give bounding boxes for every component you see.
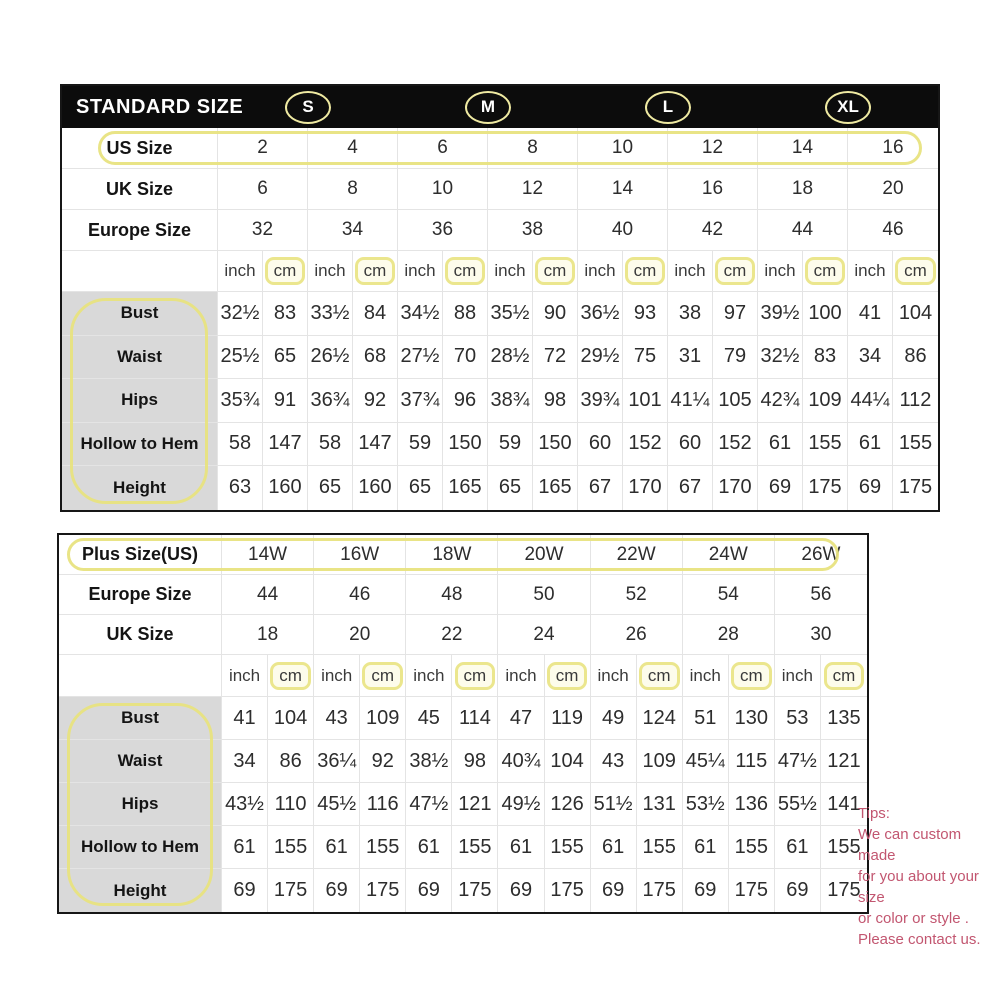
measure-value-cell: 45½	[314, 783, 360, 825]
measure-value-cell: 49½	[498, 783, 544, 825]
measure-value-cell: 114	[452, 697, 498, 739]
measure-value-cell: 65	[398, 466, 443, 510]
measure-value-cell: 69	[683, 869, 729, 912]
size-value-cell: 26	[591, 615, 683, 654]
size-value-cell: 14	[758, 128, 848, 168]
measure-value-cell: 32½	[758, 336, 803, 379]
cm-label-cell	[533, 251, 578, 291]
measure-value-cell: 165	[533, 466, 578, 510]
measure-value-cell: 43½	[222, 783, 268, 825]
measure-value-cell: 34½	[398, 292, 443, 335]
unit-header-row	[62, 251, 938, 292]
size-value-cell: 28	[683, 615, 775, 654]
cm-highlight-box: cm	[362, 662, 403, 690]
size-value-cell: 44	[222, 575, 314, 614]
measure-value-cell: 34	[848, 336, 893, 379]
measure-value-cell: 38½	[406, 740, 452, 782]
measure-value-cell: 68	[353, 336, 398, 379]
inch-label: inch	[683, 655, 729, 696]
measure-value-cell: 155	[360, 826, 406, 868]
measurements-section	[59, 697, 867, 912]
measure-value-cell: 150	[533, 423, 578, 466]
measure-value-cell: 69	[314, 869, 360, 912]
measure-value-cell: 65	[488, 466, 533, 510]
measure-value-cell: 47	[498, 697, 544, 739]
size-value-cell: 52	[591, 575, 683, 614]
measure-value-cell: 101	[623, 379, 668, 422]
cm-label-cell	[545, 655, 591, 696]
inch-label: inch	[498, 655, 544, 696]
plus-size-body	[59, 535, 867, 912]
inch-label: inch	[578, 251, 623, 291]
measure-value-cell: 98	[452, 740, 498, 782]
measure-value-cell: 43	[314, 697, 360, 739]
measure-value-cell: 175	[268, 869, 314, 912]
uk-size-row	[62, 169, 938, 210]
measure-value-cell: 42¾	[758, 379, 803, 422]
inch-label: inch	[222, 655, 268, 696]
uk-size-label: UK Size	[62, 169, 218, 209]
size-value-cell: 30	[810, 623, 832, 645]
measure-value-cell: 29½	[578, 336, 623, 379]
size-value-cell: 56	[810, 583, 832, 605]
cm-highlight-box: cm	[805, 257, 846, 285]
measure-value-cell: 92	[353, 379, 398, 422]
measure-value-cell: 39½	[758, 292, 803, 335]
measure-value-cell: 92	[360, 740, 406, 782]
measure-value-cell: 121	[452, 783, 498, 825]
measure-value-cell: 135	[827, 706, 861, 729]
cm-highlight-box: cm	[639, 662, 680, 690]
cm-label-cell	[263, 251, 308, 291]
measurements-section	[62, 292, 938, 510]
size-value-cell: 24W	[683, 535, 775, 574]
measure-value-cell: 61	[591, 826, 637, 868]
height-label: Height	[59, 869, 222, 912]
measure-value-cell: 36¾	[308, 379, 353, 422]
measure-value-cell: 130	[729, 697, 775, 739]
size-group-m	[398, 91, 578, 124]
measure-value-cell: 75	[623, 336, 668, 379]
size-value-cell: 48	[406, 575, 498, 614]
measure-value-cell: 90	[533, 292, 578, 335]
hips-row	[62, 379, 938, 423]
size-value-cell: 44	[758, 210, 848, 250]
measure-value-cell: 59	[398, 423, 443, 466]
europe-size-row	[62, 210, 938, 251]
size-value-cell: 2	[218, 128, 308, 168]
europe-size-row	[59, 575, 867, 615]
measure-value-cell: 104	[545, 740, 591, 782]
measure-value-cell: 41¼	[668, 379, 713, 422]
measure-value-cell: 115	[729, 740, 775, 782]
measure-value-cell: 43	[591, 740, 637, 782]
size-value-cell: 6	[218, 169, 308, 209]
cm-highlight-box: cm	[731, 662, 772, 690]
measure-value-cell: 61	[406, 826, 452, 868]
measure-value-cell: 61	[498, 826, 544, 868]
size-value-cell: 4	[308, 128, 398, 168]
waist-row	[59, 740, 867, 783]
cm-label-cell	[623, 251, 668, 291]
measure-value-cell: 70	[443, 336, 488, 379]
measure-value-cell: 45¼	[683, 740, 729, 782]
hips-row	[59, 783, 867, 826]
cm-highlight-box: cm	[895, 257, 936, 285]
cm-highlight-box: cm	[355, 257, 396, 285]
size-value-cell: 16	[668, 169, 758, 209]
inch-label: inch	[314, 655, 360, 696]
cm-highlight-box: cm	[715, 257, 756, 285]
measure-value-cell: 116	[360, 783, 406, 825]
measure-value-cell: 155	[637, 826, 683, 868]
measure-value-cell: 150	[443, 423, 488, 466]
size-value-cell: 12	[488, 169, 578, 209]
measure-value-cell: 69	[498, 869, 544, 912]
size-value-cell: 40	[578, 210, 668, 250]
size-value-cell: 20	[882, 178, 904, 199]
size-value-cell: 16W	[314, 535, 406, 574]
size-value-cell: 14	[578, 169, 668, 209]
measure-value-cell: 110	[268, 783, 314, 825]
cm-label-cell	[729, 655, 775, 696]
measure-value-cell: 27½	[398, 336, 443, 379]
size-group-circle-s: S	[285, 91, 331, 124]
inch-label: inch	[488, 251, 533, 291]
measure-value-cell: 51½	[591, 783, 637, 825]
measure-value-cell: 65	[308, 466, 353, 510]
size-group-s	[218, 91, 398, 124]
cm-label-cell	[353, 251, 398, 291]
measure-value-cell: 44¼	[848, 379, 893, 422]
size-value-cell: 24	[498, 615, 590, 654]
cm-highlight-box: cm	[445, 257, 486, 285]
measure-value-cell: 88	[443, 292, 488, 335]
measure-value-cell: 36¼	[314, 740, 360, 782]
size-value-cell: 10	[398, 169, 488, 209]
measure-value-cell: 41	[848, 292, 893, 335]
cm-label-cell	[713, 251, 758, 291]
size-value-cell: 20	[314, 615, 406, 654]
unit-row-spacer	[59, 655, 222, 696]
size-value-cell: 10	[578, 128, 668, 168]
size-value-cell: 54	[683, 575, 775, 614]
cm-highlight-box: cm	[547, 662, 588, 690]
measure-value-cell: 155	[452, 826, 498, 868]
measure-value-cell: 152	[713, 423, 758, 466]
measure-value-cell: 155	[729, 826, 775, 868]
inch-label: inch	[775, 655, 821, 696]
measure-value-cell: 61	[222, 826, 268, 868]
measure-value-cell: 131	[637, 783, 683, 825]
measure-value-cell: 38¾	[488, 379, 533, 422]
size-value-cell: 42	[668, 210, 758, 250]
measure-value-cell: 59	[488, 423, 533, 466]
measure-value-cell: 109	[637, 740, 683, 782]
measure-value-cell: 72	[533, 336, 578, 379]
measure-value-cell: 26½	[308, 336, 353, 379]
europe-size-label: Europe Size	[59, 575, 222, 614]
measure-value-cell: 32½	[218, 292, 263, 335]
measure-value-cell: 112	[899, 388, 932, 411]
size-value-cell: 46	[882, 219, 904, 240]
measure-value-cell: 69	[758, 466, 803, 510]
tips-line: We can custom made	[858, 826, 962, 864]
measure-value-cell: 175	[637, 869, 683, 912]
inch-label: inch	[591, 655, 637, 696]
uk-size-row	[59, 615, 867, 655]
tips-line: or color or style .	[858, 910, 969, 927]
cm-label-cell	[893, 251, 938, 291]
measure-value-cell: 39¾	[578, 379, 623, 422]
height-row	[62, 466, 938, 510]
height-label: Height	[62, 466, 218, 510]
measure-value-cell: 61	[758, 423, 803, 466]
measure-value-cell: 61	[848, 423, 893, 466]
measure-value-cell: 33½	[308, 292, 353, 335]
measure-value-cell: 55½	[775, 783, 821, 825]
measure-value-cell: 175	[360, 869, 406, 912]
size-value-cell: 38	[488, 210, 578, 250]
measure-value-cell: 79	[713, 336, 758, 379]
measure-value-cell: 98	[533, 379, 578, 422]
measure-value-cell: 160	[263, 466, 308, 510]
measure-value-cell: 136	[729, 783, 775, 825]
cm-highlight-box: cm	[265, 257, 306, 285]
size-group-circle-m: M	[465, 91, 511, 124]
measure-value-cell: 121	[827, 749, 861, 772]
measure-value-cell: 155	[803, 423, 848, 466]
size-value-cell: 8	[308, 169, 398, 209]
measure-value-cell: 60	[578, 423, 623, 466]
inch-label: inch	[308, 251, 353, 291]
measure-value-cell: 104	[268, 697, 314, 739]
bust-label: Bust	[62, 292, 218, 335]
measure-value-cell: 58	[218, 423, 263, 466]
measure-value-cell: 40¾	[498, 740, 544, 782]
measure-value-cell: 175	[545, 869, 591, 912]
standard-size-table	[60, 84, 940, 512]
hips-label: Hips	[59, 783, 222, 825]
measure-value-cell: 100	[803, 292, 848, 335]
measure-value-cell: 175	[803, 466, 848, 510]
waist-row	[62, 336, 938, 380]
size-value-cell: 16	[882, 137, 904, 158]
hips-label: Hips	[62, 379, 218, 422]
measure-value-cell: 93	[623, 292, 668, 335]
cm-label-cell	[821, 655, 867, 696]
standard-size-title: STANDARD SIZE	[76, 95, 244, 118]
size-value-cell: 22	[406, 615, 498, 654]
measure-value-cell: 165	[443, 466, 488, 510]
size-value-cell: 14W	[222, 535, 314, 574]
measure-value-cell: 36½	[578, 292, 623, 335]
cm-highlight-box: cm	[455, 662, 496, 690]
measure-value-cell: 170	[713, 466, 758, 510]
measure-value-cell: 86	[904, 345, 927, 368]
cm-label-cell	[360, 655, 406, 696]
size-group-circle-xl: XL	[825, 91, 871, 124]
unit-header-row	[59, 655, 867, 697]
size-value-cell: 46	[314, 575, 406, 614]
size-value-cell: 34	[308, 210, 398, 250]
measure-value-cell: 175	[827, 879, 861, 901]
measure-value-cell: 175	[729, 869, 775, 912]
measure-value-cell: 65	[263, 336, 308, 379]
measure-value-cell: 160	[353, 466, 398, 510]
measure-value-cell: 155	[268, 826, 314, 868]
size-value-cell: 6	[398, 128, 488, 168]
measure-value-cell: 170	[623, 466, 668, 510]
waist-label: Waist	[59, 740, 222, 782]
inch-label: inch	[758, 251, 803, 291]
cm-label-cell	[452, 655, 498, 696]
measure-value-cell: 84	[353, 292, 398, 335]
measure-value-cell: 109	[803, 379, 848, 422]
cm-label-cell	[268, 655, 314, 696]
cm-label-cell	[443, 251, 488, 291]
measure-value-cell: 35½	[488, 292, 533, 335]
cm-label-cell	[803, 251, 848, 291]
size-value-cell: 36	[398, 210, 488, 250]
measure-value-cell: 69	[775, 869, 821, 912]
us-size-label: US Size	[62, 128, 218, 168]
size-value-cell: 8	[488, 128, 578, 168]
standard-size-body	[62, 128, 938, 510]
hollow-to-hem-label: Hollow to Hem	[59, 826, 222, 868]
measure-value-cell: 41	[222, 697, 268, 739]
unit-row-spacer	[62, 251, 218, 291]
measure-value-cell: 147	[263, 423, 308, 466]
measure-value-cell: 69	[848, 466, 893, 510]
measure-value-cell: 51	[683, 697, 729, 739]
us-size-row	[62, 128, 938, 169]
measure-value-cell: 67	[668, 466, 713, 510]
measure-value-cell: 69	[406, 869, 452, 912]
measure-value-cell: 53	[775, 697, 821, 739]
measure-value-cell: 35¾	[218, 379, 263, 422]
measure-value-cell: 96	[443, 379, 488, 422]
tips-note	[858, 803, 1000, 950]
measure-value-cell: 155	[827, 835, 861, 858]
measure-value-cell: 124	[637, 697, 683, 739]
measure-value-cell: 47½	[406, 783, 452, 825]
size-group-l	[578, 91, 758, 124]
measure-value-cell: 155	[545, 826, 591, 868]
cm-highlight-box: cm	[270, 662, 311, 690]
inch-label: inch	[406, 655, 452, 696]
measure-value-cell: 61	[314, 826, 360, 868]
measure-value-cell: 37¾	[398, 379, 443, 422]
measure-value-cell: 152	[623, 423, 668, 466]
measure-value-cell: 97	[713, 292, 758, 335]
plus-size-us-row	[59, 535, 867, 575]
cm-highlight-box: cm	[824, 662, 865, 690]
measure-value-cell: 58	[308, 423, 353, 466]
measure-value-cell: 91	[263, 379, 308, 422]
size-value-cell: 32	[218, 210, 308, 250]
measure-value-cell: 104	[898, 301, 933, 324]
cm-label-cell	[637, 655, 683, 696]
inch-label: inch	[848, 251, 893, 291]
measure-value-cell: 61	[775, 826, 821, 868]
tips-line: Please contact us.	[858, 931, 981, 948]
measure-value-cell: 175	[898, 476, 933, 499]
measure-value-cell: 49	[591, 697, 637, 739]
cm-highlight-box: cm	[535, 257, 576, 285]
size-value-cell: 18W	[406, 535, 498, 574]
hollow-to-hem-row	[62, 423, 938, 467]
measure-value-cell: 109	[360, 697, 406, 739]
measure-value-cell: 175	[452, 869, 498, 912]
size-value-cell: 20W	[498, 535, 590, 574]
measure-value-cell: 34	[222, 740, 268, 782]
plus-size-us-label: Plus Size(US)	[59, 535, 222, 574]
measure-value-cell: 83	[263, 292, 308, 335]
measure-value-cell: 45	[406, 697, 452, 739]
size-group-xl	[758, 91, 938, 124]
measure-value-cell: 155	[898, 432, 933, 455]
measure-value-cell: 53½	[683, 783, 729, 825]
measure-value-cell: 28½	[488, 336, 533, 379]
measure-value-cell: 25½	[218, 336, 263, 379]
hollow-to-hem-row	[59, 826, 867, 869]
bust-row	[62, 292, 938, 336]
hollow-to-hem-label: Hollow to Hem	[62, 423, 218, 466]
measure-value-cell: 63	[218, 466, 263, 510]
size-group-circle-l: L	[645, 91, 691, 124]
cm-highlight-box: cm	[625, 257, 666, 285]
inch-label: inch	[668, 251, 713, 291]
measure-value-cell: 83	[803, 336, 848, 379]
measure-value-cell: 147	[353, 423, 398, 466]
measure-value-cell: 86	[268, 740, 314, 782]
bust-row	[59, 697, 867, 740]
measure-value-cell: 126	[545, 783, 591, 825]
europe-size-label: Europe Size	[62, 210, 218, 250]
size-value-cell: 50	[498, 575, 590, 614]
uk-size-label: UK Size	[59, 615, 222, 654]
waist-label: Waist	[62, 336, 218, 379]
inch-label: inch	[218, 251, 263, 291]
measure-value-cell: 60	[668, 423, 713, 466]
standard-size-header	[62, 86, 938, 128]
plus-size-table	[57, 533, 869, 914]
measure-value-cell: 38	[668, 292, 713, 335]
measure-value-cell: 141	[827, 792, 861, 815]
measure-value-cell: 105	[713, 379, 758, 422]
measure-value-cell: 47½	[775, 740, 821, 782]
size-value-cell: 18	[222, 615, 314, 654]
tips-title: Tips:	[858, 805, 890, 822]
measure-value-cell: 67	[578, 466, 623, 510]
measure-value-cell: 69	[222, 869, 268, 912]
height-row	[59, 869, 867, 912]
size-value-cell: 22W	[591, 535, 683, 574]
size-value-cell: 18	[758, 169, 848, 209]
measure-value-cell: 119	[545, 697, 591, 739]
bust-label: Bust	[59, 697, 222, 739]
measure-value-cell: 69	[591, 869, 637, 912]
size-value-cell: 26W	[801, 543, 841, 565]
size-value-cell: 12	[668, 128, 758, 168]
tips-line: for you about your size	[858, 868, 979, 906]
measure-value-cell: 31	[668, 336, 713, 379]
measure-value-cell: 61	[683, 826, 729, 868]
inch-label: inch	[398, 251, 443, 291]
